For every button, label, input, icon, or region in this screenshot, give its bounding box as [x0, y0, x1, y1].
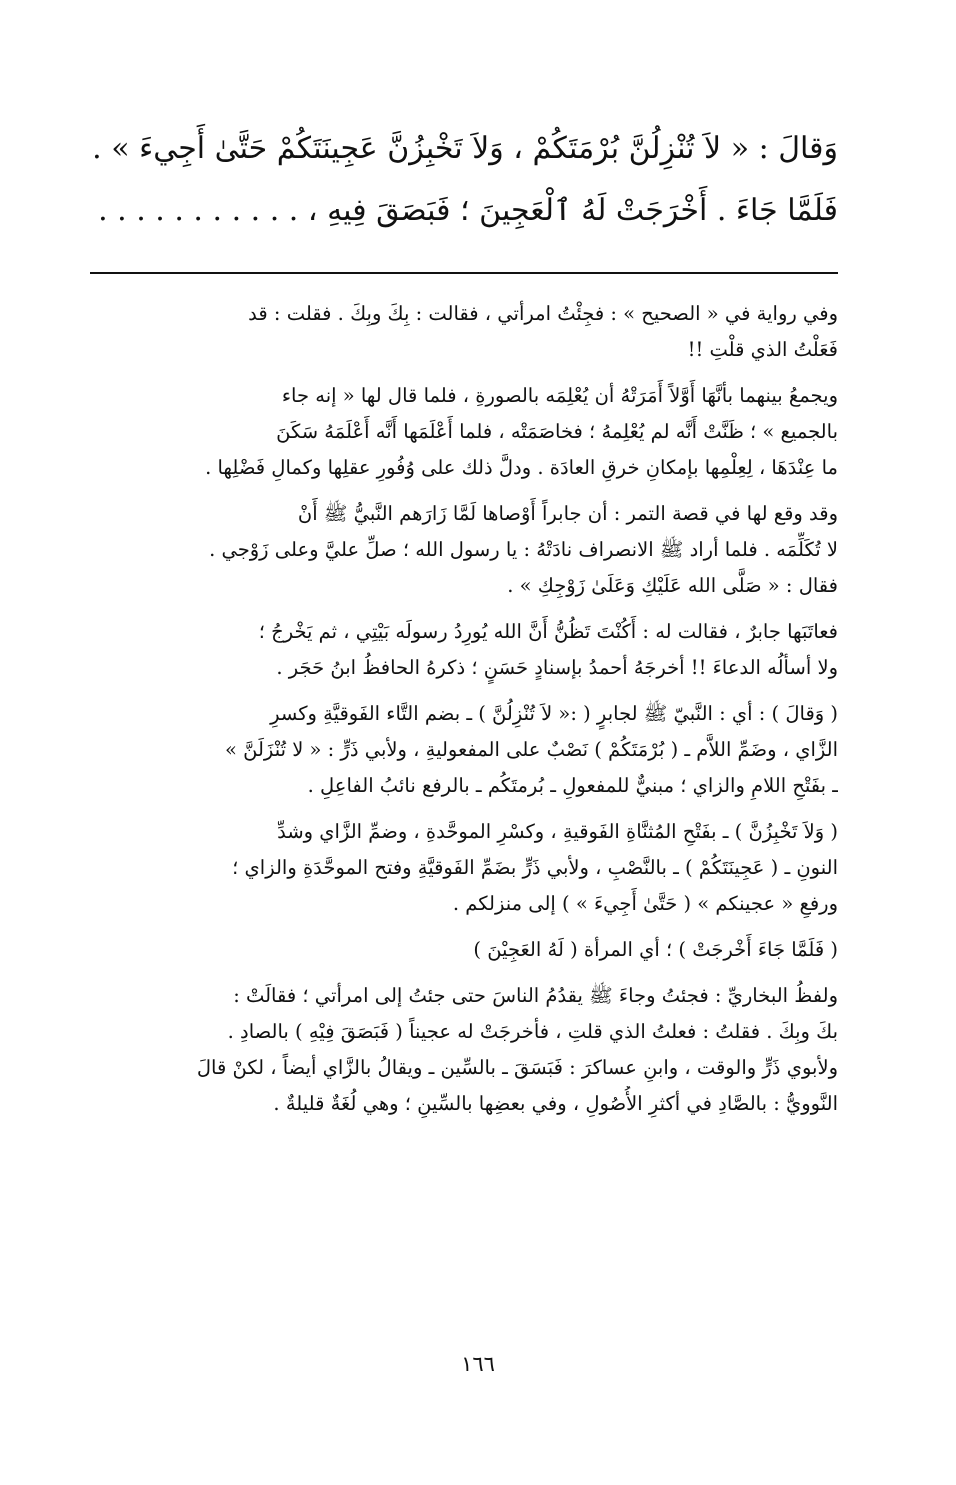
commentary-line: ( وَلاَ تَخْبِزُنَّ ) ـ بفَتْحِ المُثنَّاةِ الفَوقيةِ ، وكسْرِ الموحَّدةِ ، وضمِّ الزَّاي وشدِّ	[277, 820, 838, 843]
commentary-line: النونِ ـ ( عَجِينَتَكُمْ ) ـ بالنَّصْبِ ، ولأبي ذَرٍّ بضَمِّ الفَوقيَّةِ وفتح الموحَّدَةِ والزاي ؛	[232, 856, 838, 879]
commentary-paragraph	[85, 614, 838, 686]
commentary-line: وفي رواية في « الصحيح » : فجِئْتُ امرأتي ، فقالت : بِكَ وبِكَ . فقلت : قد	[248, 302, 838, 325]
commentary-line: ( فَلَمَّا جَاءَ أَخْرجَتْ ) ؛ أي المرأة ( لَهُ العَجِيْنَ )	[473, 938, 838, 961]
commentary-paragraph	[85, 378, 838, 486]
commentary-paragraph	[85, 296, 838, 368]
commentary-line: بالجميع » ؛ ظَنَّتْ أَنَّه لم يُعْلِمهُ ؛ فخاصَمَتْه ، فلما أَعْلَمَها أَنَّه أَعْلَمَهُ سَكَنَ	[276, 420, 838, 443]
commentary-line: ولأبوي ذَرٍّ والوقت ، وابنِ عساكرَ : فَبَسَقَ ـ بالسِّين ـ ويقالُ بالزَّاي أيضاً ، لكنْ قالَ	[196, 1056, 838, 1079]
commentary-line: ما عِنْدَهَا ، لِعِلْمِها بإمكانِ خرقِ العادَة . ودلَّ ذلك على وُفُورِ عقلِها وكمالِ فَضْلِها .	[205, 456, 838, 479]
commentary-paragraph	[85, 932, 838, 968]
commentary-line: وقد وقع لها في قصة التمر : أن جابراً أَوْصاها لَمَّا زَارَهم النَّبيُّ ﷺ أَنْ	[297, 502, 838, 525]
main-text-line: وَقالَ : « لاَ تُنْزِلُنَّ بُرْمَتَكُمْ ، وَلاَ تَخْبِزُنَّ عَجِينَتَكُمْ حَتَّىٰ أَجِيءَ » .	[92, 131, 838, 166]
commentary	[85, 296, 838, 1132]
commentary-paragraph	[85, 496, 838, 604]
commentary-line: فقال : « صَلَّى الله عَلَيْكِ وَعَلَىٰ زَوْجِكِ » .	[507, 574, 838, 597]
commentary-line: لا تُكَلِّمَه . فلما أراد ﷺ الانصراف نادَتْهُ : يا رسول الله ؛ صلِّ عليَّ وعلى زَوْجي .	[209, 538, 838, 561]
commentary-line: ـ بفَتْحِ اللامِ والزاي ؛ مبنيٌّ للمفعولِ ـ بُرمتَكُم ـ بالرفع نائبُ الفاعِلِ .	[307, 774, 838, 797]
commentary-line: فعاتَبَها جابرٌ ، فقالت له : أَكُنْتَ تَظُنُّ أَنَّ الله يُورِدُ رسولَه بَيْتِي ، ثم يَخْرجُ ؛	[258, 620, 838, 643]
divider-rule	[90, 272, 838, 274]
main-text-line: فَلَمَّا جَاءَ . أَخْرَجَتْ لَهُ ٱلْعَجِينَ ؛ فَبَصَقَ فِيهِ ، . . . . . . . . . . .	[98, 193, 838, 228]
commentary-paragraph	[85, 814, 838, 922]
commentary-line: ورفعِ « عجينكم » ( حَتَّىٰ أَجِيءَ » ) إلى منزلكم .	[452, 892, 838, 915]
commentary-paragraph	[85, 978, 838, 1122]
page-number: ١٦٦	[461, 1352, 495, 1376]
main-text	[90, 118, 838, 242]
commentary-line: ( وَقالَ ) : أي : النَّبيّ ﷺ لجابرٍ ( :« لاَ تُنْزِلُنَّ ) ـ بضم التَّاء الفَوقيَّةِ وكسرِ	[270, 702, 838, 725]
commentary-line: ولا أسألُه الدعاءَ !! أخرجَهُ أحمدُ بإسنادٍ حَسَنٍ ؛ ذكرهُ الحافظُ ابنُ حَجَر .	[276, 656, 838, 679]
commentary-paragraph	[85, 696, 838, 804]
commentary-line: ويجمعُ بينهما بأنَّهَا أَوَّلاً أَمَرَتْهُ أن يُعْلِمَه بالصورةِ ، فلما قال لها « إنه جاء	[281, 384, 838, 407]
commentary-line: الزَّاي ، وضَمِّ اللاَّم ـ ( بُرْمَتَكُمْ ) نَصْبٌ على المفعوليةِ ، ولأبي ذَرٍّ : « لا تُنْزَلَنَّ »	[225, 738, 838, 761]
commentary-line: النَّوويُّ : بالصَّادِ في أكثرِ الأُصُولِ ، وفي بعضِها بالسِّينِ ؛ وهي لُغَةٌ قليلةٌ .	[273, 1092, 838, 1115]
commentary-line: بكَ وبِكَ . فقلتُ : فعلتُ الذي قلتِ ، فأخرجَتْ له عجيناً ( فَبَصَقَ فِيْهِ ) بالصادِ .	[227, 1020, 838, 1043]
commentary-line: فَعَلْتُ الذي قلْتِ !!	[687, 338, 838, 361]
commentary-line: ولفظُ البخاريِّ : فجئتُ وجاءَ ﷺ يقدُمُ الناسَ حتى جئتُ إلى امرأتي ؛ فقالَتْ :	[233, 984, 838, 1007]
